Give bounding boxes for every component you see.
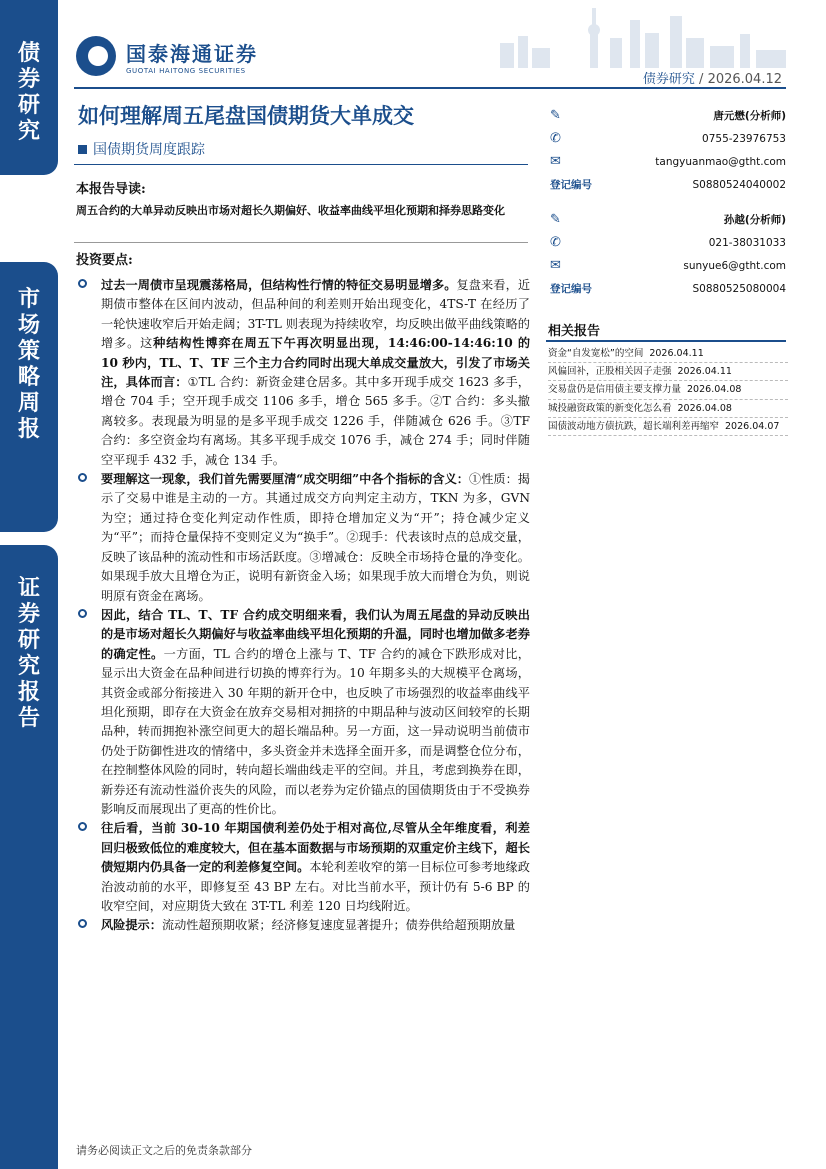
key-point-text: 复盘来看，近期债市整体在区间内波动，但品种间的利差则开始出现变化，4TS-T 在经历了一轮快速收窄后开始走阔；3T-TL 则表现为持续收窄，均反映出做平曲线策略的增多。这: [101, 278, 531, 351]
registration-label: 登记编号: [550, 179, 592, 191]
guide-text: 周五合约的大单异动反映出市场对超长久期偏好、收益率曲线平坦化预期和择券思路变化: [76, 204, 505, 217]
related-report-item[interactable]: [548, 418, 788, 436]
company-logo: [76, 36, 258, 76]
key-point-paragraph: [76, 276, 530, 470]
analyst-name: 孙越(分析师): [723, 214, 786, 226]
key-point-text: ①性质：揭示了交易中谁是主动的一方。其通过成交方向判定主动方，TKN 为多，GVN 为空；通过持仓变化判定动作性质，即持仓增加定义为“开”；持仓减少定义为“平”；而持仓量保持不变则定义为“换手”。②现手：代表该时点的总成交量，反映了该品种的流动性和市场活跃度。③增减仓：反映全市场持仓量的净变化。如果现手放大且增仓为正，说明有新资金入场；如果现手放大而增仓为负，则说明原有资金在离场。: [101, 472, 530, 603]
key-point-emphasis: 种结构性博弈在周五下午再次明显出现，14:46:00-14:46:10 的 10 秒内，TL、T、TF 三个主力合约同时出现大单成交量放大，引发了市场关注，具体而言：: [101, 336, 531, 390]
report-meta: [643, 68, 782, 87]
related-report-date: 2026.04.11: [677, 366, 732, 378]
city-skyline-icon: [480, 8, 800, 68]
report-subtitle: [78, 139, 205, 159]
sidebar-char: 券: [17, 601, 40, 627]
sidebar-char: 策: [17, 338, 40, 364]
related-report-item[interactable]: [548, 381, 788, 399]
sidebar-char: 债: [17, 40, 40, 66]
report-date: 2026.04.12: [707, 72, 782, 87]
related-reports-heading: 相关报告: [548, 324, 601, 339]
key-point-text: 流动性超预期收紧；经济修复速度显著提升；债券供给超预期放量: [161, 918, 516, 933]
circle-bullet-icon: [78, 609, 87, 618]
related-report-item[interactable]: [548, 363, 788, 381]
sidebar-char: 证: [17, 575, 40, 601]
sidebar-block-report-type: [0, 262, 58, 532]
phone-icon: ✆: [550, 235, 561, 250]
phone-icon: ✆: [550, 131, 561, 146]
analyst-email[interactable]: tangyuanmao@gtht.com: [655, 155, 786, 168]
person-icon: ✎: [550, 212, 561, 227]
key-point-paragraph: [76, 606, 530, 819]
registration-label: 登记编号: [550, 283, 592, 295]
square-bullet-icon: [78, 145, 87, 154]
analyst-email[interactable]: sunyue6@gtht.com: [683, 259, 786, 272]
sidebar-char: 市: [17, 286, 40, 312]
sidebar-char: 报: [17, 679, 40, 705]
key-point-text: 一方面，TL 合约的增仓上涨与 T、TF 合约的减仓下跌形成对比，显示出大资金在品种间进行切换的博弈行为。10 年期多头的大规模平仓离场，其资金或部分衔接进入 30 年期的新开仓中，也反映了市场强烈的收益率曲线平坦化预期，即存在大资金在放弃交易相对拥挤的中期品种与波动区间较窄的长期品种，转而拥抱补涨空间更大的超长端品种。另一方面，这一异动说明当前债市仍处于防御性进攻的情绪中，多头资金并未选择全面开多，而是调整仓位分布，在控制整体风险的同时，转向超长端曲线走平的空间。并且，考虑到换券在即，新券还有流动性溢价丧失的风险，而以老券为定价锚点的国债期货由于不受换券影响反而展现出了更高的性价比。: [101, 646, 530, 816]
person-icon: ✎: [550, 108, 561, 123]
circle-bullet-icon: [78, 822, 87, 831]
key-point-emphasis: 要理解这一现象，我们首先需要厘清“成交明细”中各个指标的含义：: [101, 472, 469, 487]
related-report-title: 城投融资政策的新变化怎么看: [548, 402, 672, 414]
key-point-text: 本轮利差收窄的第一目标位可参考地缘政治波动前的水平，即修复至 43 BP 左右。对比当前水平，预计仍有 5-6 BP 的收窄空间，对应期货大致在 3T-TL 利差 120 日均线附近。: [101, 860, 530, 913]
key-point-text: ①TL 合约：新资金建仓居多。其中多开现手成交 1623 多手，增仓 704 手；空开现手成交 1106 多手，增仓 565 多手。②T 合约：多头撤离较多。表现最为明显的是多平现手成交 1226 手，伴随减仓 626 手。③TF 合约：多空资金均有离场。其多平现手成交 1076 手，减仓 274 手；同时伴随空平现手 432 手，减仓 134 手。: [101, 375, 530, 467]
key-point-paragraph: [76, 470, 530, 606]
guide-heading: 本报告导读:: [76, 182, 146, 197]
key-point-paragraph: [76, 819, 530, 916]
sidebar-char: 究: [17, 653, 40, 679]
related-report-date: 2026.04.08: [677, 402, 732, 414]
logo-name-en: GUOTAI HAITONG SECURITIES: [126, 66, 246, 75]
sidebar-char: 周: [17, 390, 40, 416]
report-title: 如何理解周五尾盘国债期货大单成交: [78, 103, 414, 128]
related-report-date: 2026.04.08: [687, 384, 742, 396]
logo-name-cn: 国泰海通证券: [126, 41, 258, 66]
related-report-date: 2026.04.07: [725, 420, 780, 432]
guide-rule: [74, 242, 528, 243]
key-point-paragraph: [76, 916, 530, 935]
logo-mark-icon: [76, 36, 116, 76]
circle-bullet-icon: [78, 919, 87, 928]
related-reports-list: [548, 345, 788, 436]
sidebar-char: 场: [17, 312, 40, 338]
related-report-title: 风偏回补，正股相关因子走强: [548, 366, 672, 378]
key-point-emphasis: 过去一周债市呈现震荡格局，但结构性行情的特征交易明显增多。: [101, 278, 457, 292]
registration-number: S0880524040002: [692, 178, 786, 191]
key-point-emphasis: 往后看，当前 30-10 年期国债利差仍处于相对高位,尽管从全年维度看，利差回归极致低位的难度较大，但在基本面数据与市场预期的双重定价主线下，超长债短期内仍具备一定的利差修复空间。: [101, 821, 530, 875]
meta-separator: /: [699, 72, 704, 87]
analyst-phone: 021-38031033: [708, 236, 786, 249]
related-reports-rule: [546, 340, 786, 342]
related-report-title: 国债波动地方债抗跌，超长端利差再缩窄: [548, 420, 720, 432]
sidebar-char: 研: [17, 627, 40, 653]
disclaimer-footer: 请务必阅读正文之后的免责条款部分: [76, 1144, 252, 1157]
title-rule: [74, 164, 528, 165]
registration-number: S0880525080004: [692, 282, 786, 295]
email-icon: ✉: [550, 154, 561, 169]
report-category: 债券研究: [642, 72, 695, 87]
sidebar-char: 略: [17, 364, 40, 390]
related-report-item[interactable]: [548, 345, 788, 363]
sidebar-char: 究: [17, 118, 40, 144]
related-report-item[interactable]: [548, 400, 788, 418]
header-rule: [74, 87, 786, 89]
key-point-emphasis: 风险提示：: [101, 918, 162, 933]
related-report-title: 交易盘仍是信用债主要支撑力量: [548, 384, 682, 396]
sidebar-char: 告: [17, 705, 40, 731]
sidebar-char: 报: [17, 416, 40, 442]
circle-bullet-icon: [78, 279, 87, 288]
related-report-title: 资金“自发宽松”的空间: [548, 348, 644, 359]
analyst-card-2: [550, 208, 786, 300]
key-points-heading: 投资要点:: [76, 253, 133, 268]
circle-bullet-icon: [78, 473, 87, 482]
analyst-phone: 0755-23976753: [702, 132, 786, 145]
sidebar-block-doc-type: [0, 545, 58, 1169]
sidebar-char: 研: [17, 92, 40, 118]
key-point-emphasis: 因此，结合 TL、T、TF 合约成交明细来看，我们认为周五尾盘的异动反映出的是市场对超长久期偏好与收益率曲线平坦化预期的升温，同时也增加做多老券的确定性。: [101, 607, 530, 661]
related-report-date: 2026.04.11: [649, 348, 704, 359]
subtitle-text: 国债期货周度跟踪: [93, 142, 205, 158]
analyst-name: 唐元懋(分析师): [713, 110, 786, 122]
sidebar-char: 券: [17, 66, 40, 92]
email-icon: ✉: [550, 258, 561, 273]
key-points-body: [76, 276, 530, 936]
analyst-card-1: [550, 104, 786, 196]
sidebar-block-category: [0, 0, 58, 175]
sidebar: [0, 0, 58, 1169]
